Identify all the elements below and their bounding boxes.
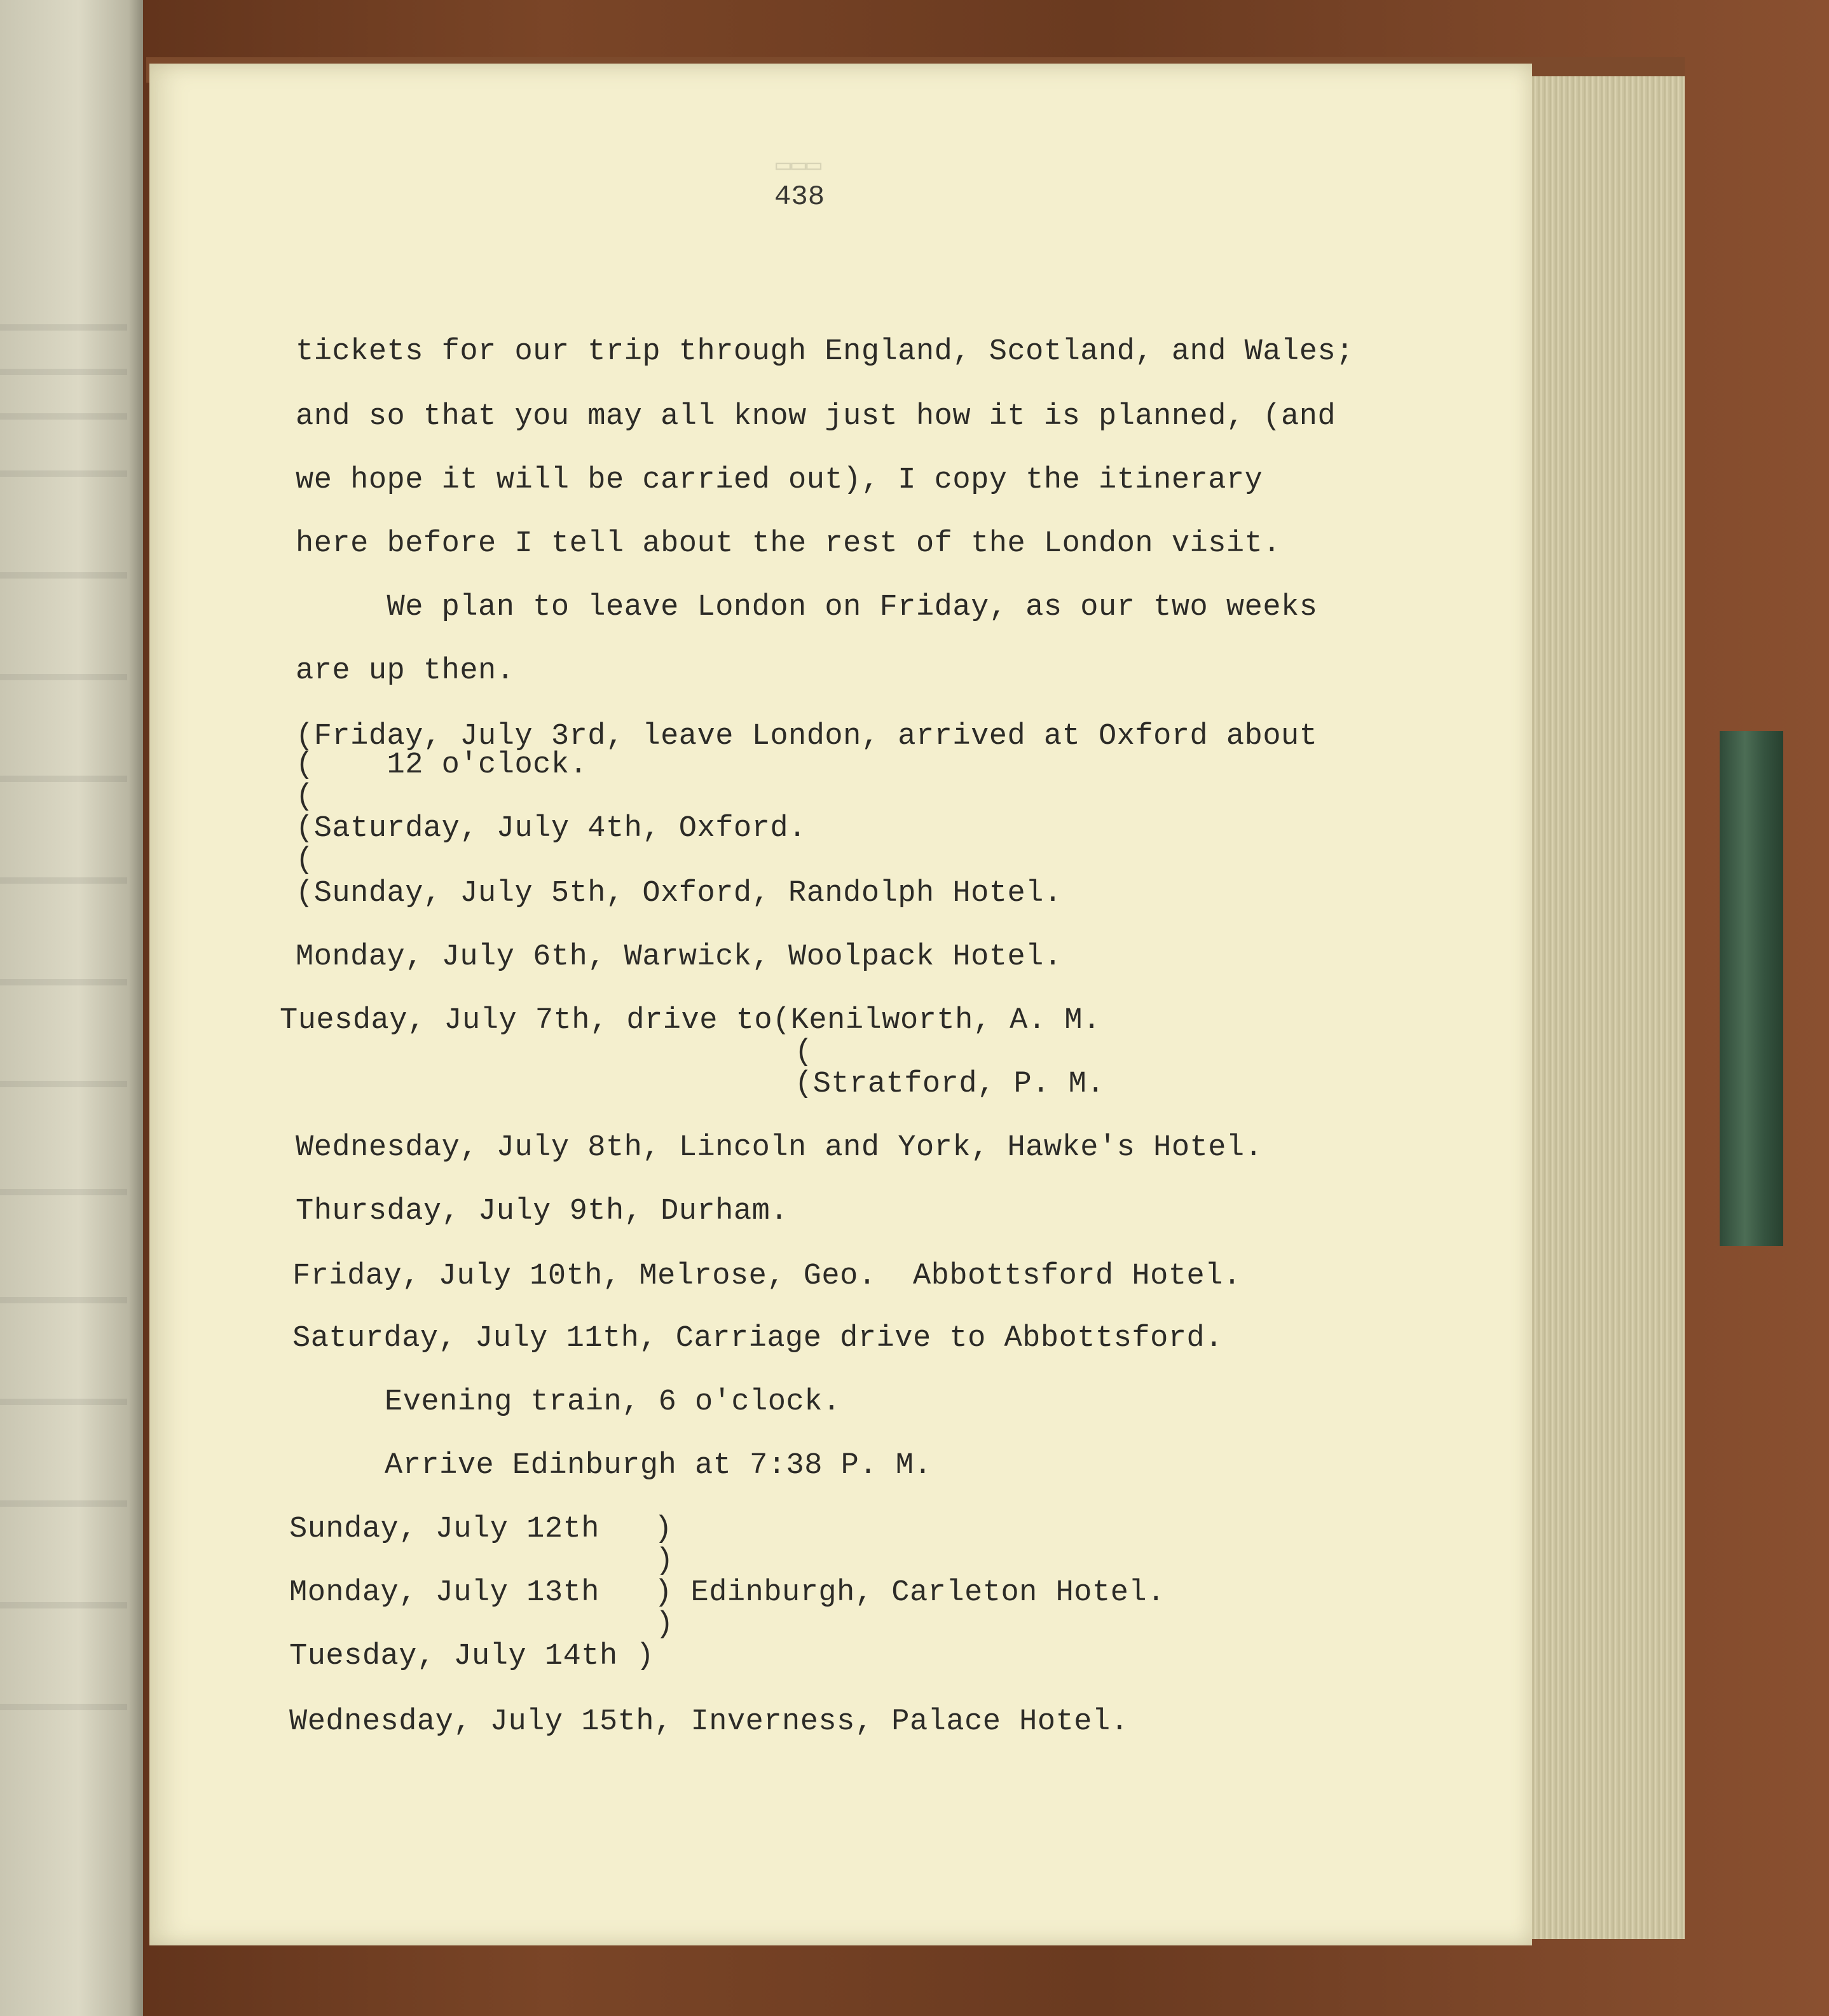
itinerary-line: ( — [795, 1036, 813, 1069]
page-number: 438 — [774, 181, 825, 213]
itinerary-line: Friday, July 10th, Melrose, Geo. Abbottsford Hotel. — [292, 1259, 1242, 1293]
itinerary-line: (Friday, July 3rd, leave London, arrived at Oxford about — [296, 720, 1318, 753]
itinerary-line: Saturday, July 11th, Carriage drive to Abbottsford. — [292, 1322, 1223, 1355]
page-edges — [1526, 76, 1685, 1939]
itinerary-line: Evening train, 6 o'clock. — [385, 1385, 841, 1419]
itinerary-line: Wednesday, July 8th, Lincoln and York, Hawke's Hotel. — [296, 1131, 1263, 1165]
paragraph-line: are up then. — [296, 654, 515, 688]
bookmark-ribbon — [1720, 731, 1783, 1246]
paragraph-line: We plan to leave London on Friday, as our two weeks — [296, 591, 1318, 624]
itinerary-line: Tuesday, July 7th, drive to(Kenilworth, A. M. — [280, 1004, 1101, 1038]
itinerary-line: (Saturday, July 4th, Oxford. — [296, 812, 807, 846]
itinerary-line: Tuesday, July 14th ) — [289, 1640, 655, 1673]
itinerary-line: ) — [655, 1544, 674, 1578]
itinerary-line: ( — [296, 780, 314, 814]
itinerary-line: Sunday, July 12th ) — [289, 1512, 673, 1546]
itinerary-line: (Sunday, July 5th, Oxford, Randolph Hotel. — [296, 877, 1062, 910]
paragraph-line: and so that you may all know just how it is planned, (and — [296, 400, 1336, 434]
itinerary-line: Monday, July 13th ) Edinburgh, Carleton Hotel. — [289, 1576, 1165, 1610]
itinerary-line: ( — [296, 844, 314, 877]
page-number-bleed: ▭▭▭ — [776, 153, 822, 181]
paragraph-line: here before I tell about the rest of the London visit. — [296, 527, 1282, 561]
itinerary-line: Thursday, July 9th, Durham. — [296, 1195, 789, 1228]
itinerary-line: (Stratford, P. M. — [795, 1067, 1105, 1101]
itinerary-line: ( 12 o'clock. — [296, 748, 588, 782]
itinerary-line: Wednesday, July 15th, Inverness, Palace Hotel. — [289, 1705, 1129, 1739]
itinerary-line: Arrive Edinburgh at 7:38 P. M. — [385, 1449, 933, 1483]
paragraph-line: we hope it will be carried out), I copy the itinerary — [296, 463, 1263, 497]
itinerary-line: ) — [655, 1608, 674, 1642]
paragraph-line: tickets for our trip through England, Scotland, and Wales; — [296, 335, 1354, 369]
left-page — [0, 0, 143, 2016]
itinerary-line: Monday, July 6th, Warwick, Woolpack Hotel. — [296, 940, 1062, 974]
